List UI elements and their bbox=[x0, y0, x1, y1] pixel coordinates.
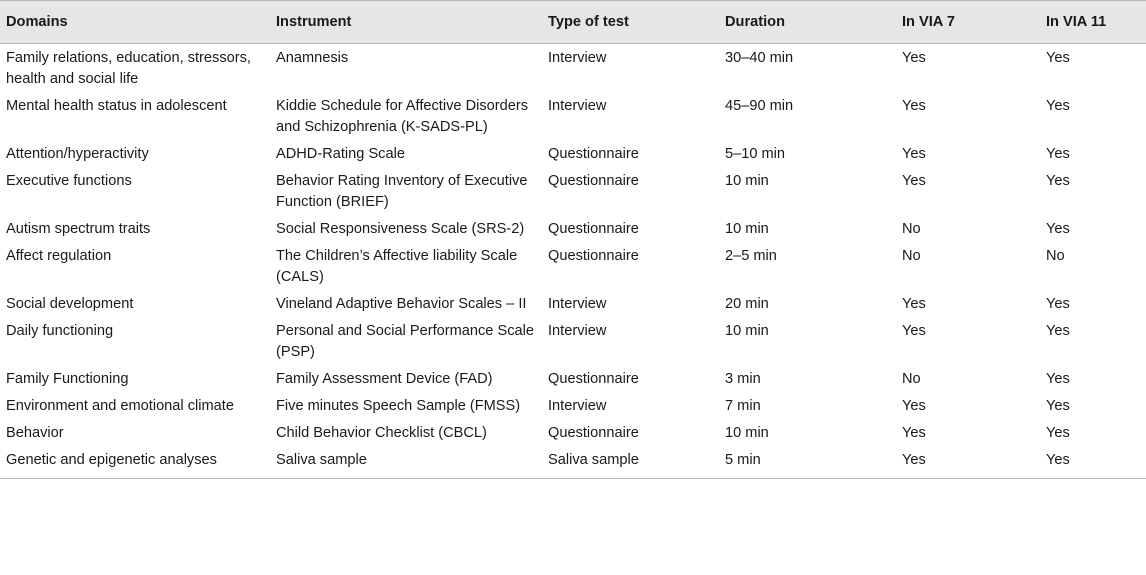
cell-duration: 3 min bbox=[725, 371, 761, 387]
cell-via7: No bbox=[902, 371, 921, 387]
cell-via11: Yes bbox=[1046, 371, 1070, 387]
cell-via7: No bbox=[902, 221, 921, 237]
cell-type: Questionnaire bbox=[548, 371, 639, 387]
cell-instrument: ADHD-Rating Scale bbox=[276, 146, 405, 162]
table-row bbox=[0, 446, 1146, 479]
cell-via11: Yes bbox=[1046, 146, 1070, 162]
table-row bbox=[0, 392, 1146, 419]
cell-domain: Affect regulation bbox=[6, 248, 112, 264]
cell-instrument: Social Responsiveness Scale (SRS-2) bbox=[276, 221, 525, 237]
header-domains: Domains bbox=[6, 13, 68, 30]
cell-domain: Genetic and epigenetic analyses bbox=[6, 452, 217, 468]
cell-instrument: Saliva sample bbox=[276, 452, 367, 468]
cell-via11: No bbox=[1046, 248, 1065, 264]
cell-domain: Attention/hyperactivity bbox=[6, 146, 149, 162]
table-header bbox=[0, 1, 1146, 44]
cell-type: Questionnaire bbox=[548, 173, 639, 189]
table-row bbox=[0, 167, 1146, 215]
cell-via11: Yes bbox=[1046, 221, 1070, 237]
cell-via7: Yes bbox=[902, 425, 926, 441]
cell-type: Questionnaire bbox=[548, 221, 639, 237]
cell-instrument: Five minutes Speech Sample (FMSS) bbox=[276, 398, 521, 414]
cell-type: Questionnaire bbox=[548, 248, 639, 264]
table-row bbox=[0, 242, 1146, 290]
header-row bbox=[0, 1, 1146, 44]
cell-instrument: Child Behavior Checklist (CBCL) bbox=[276, 425, 487, 441]
header-in-via-7: In VIA 7 bbox=[902, 13, 955, 30]
table-row bbox=[0, 215, 1146, 242]
cell-domain: Environment and emotional climate bbox=[6, 398, 234, 414]
cell-via7: Yes bbox=[902, 296, 926, 312]
table-row bbox=[0, 317, 1146, 365]
cell-instrument: Anamnesis bbox=[276, 50, 349, 66]
table-body bbox=[0, 44, 1146, 479]
table-row bbox=[0, 140, 1146, 167]
cell-via11: Yes bbox=[1046, 98, 1070, 114]
cell-via11: Yes bbox=[1046, 425, 1070, 441]
cell-type: Questionnaire bbox=[548, 425, 639, 441]
cell-domain: Family relations, education, stressors, health and social life bbox=[6, 50, 251, 87]
cell-duration: 10 min bbox=[725, 221, 769, 237]
cell-duration: 30–40 min bbox=[725, 50, 794, 66]
cell-via11: Yes bbox=[1046, 50, 1070, 66]
cell-duration: 45–90 min bbox=[725, 98, 794, 114]
header-duration: Duration bbox=[725, 13, 785, 30]
cell-instrument: Vineland Adaptive Behavior Scales – II bbox=[276, 296, 527, 312]
table-row bbox=[0, 44, 1146, 93]
cell-domain: Social development bbox=[6, 296, 134, 312]
table-row bbox=[0, 365, 1146, 392]
table-row bbox=[0, 290, 1146, 317]
cell-type: Interview bbox=[548, 50, 607, 66]
cell-via11: Yes bbox=[1046, 296, 1070, 312]
cell-domain: Mental health status in adolescent bbox=[6, 98, 227, 114]
cell-via7: Yes bbox=[902, 146, 926, 162]
cell-instrument: Kiddie Schedule for Affective Disorders and Schizophrenia (K-SADS-PL) bbox=[276, 98, 529, 135]
cell-instrument: Behavior Rating Inventory of Executive Function (BRIEF) bbox=[276, 173, 528, 210]
cell-type: Questionnaire bbox=[548, 146, 639, 162]
cell-via7: Yes bbox=[902, 323, 926, 339]
cell-domain: Family Functioning bbox=[6, 371, 129, 387]
cell-via7: Yes bbox=[902, 98, 926, 114]
cell-type: Saliva sample bbox=[548, 452, 639, 468]
cell-via11: Yes bbox=[1046, 452, 1070, 468]
cell-domain: Executive functions bbox=[6, 173, 132, 189]
cell-via7: Yes bbox=[902, 452, 926, 468]
header-type-of-test: Type of test bbox=[548, 13, 629, 30]
cell-domain: Daily functioning bbox=[6, 323, 114, 339]
cell-type: Interview bbox=[548, 98, 607, 114]
cell-duration: 10 min bbox=[725, 425, 769, 441]
cell-via7: Yes bbox=[902, 50, 926, 66]
cell-via7: Yes bbox=[902, 173, 926, 189]
header-in-via-11: In VIA 11 bbox=[1046, 13, 1107, 30]
cell-instrument: The Children’s Affective liability Scale (CALS) bbox=[276, 248, 518, 285]
cell-instrument: Family Assessment Device (FAD) bbox=[276, 371, 493, 387]
cell-type: Interview bbox=[548, 296, 607, 312]
table-row bbox=[0, 92, 1146, 140]
cell-type: Interview bbox=[548, 323, 607, 339]
cell-via7: No bbox=[902, 248, 921, 264]
table-row bbox=[0, 419, 1146, 446]
header-instrument: Instrument bbox=[276, 13, 352, 30]
cell-via11: Yes bbox=[1046, 398, 1070, 414]
cell-via11: Yes bbox=[1046, 323, 1070, 339]
cell-type: Interview bbox=[548, 398, 607, 414]
cell-duration: 20 min bbox=[725, 296, 769, 312]
cell-duration: 2–5 min bbox=[725, 248, 777, 264]
cell-duration: 10 min bbox=[725, 323, 769, 339]
cell-duration: 7 min bbox=[725, 398, 761, 414]
cell-via11: Yes bbox=[1046, 173, 1070, 189]
cell-instrument: Personal and Social Performance Scale (PSP) bbox=[276, 323, 534, 360]
cell-duration: 5–10 min bbox=[725, 146, 786, 162]
cell-domain: Autism spectrum traits bbox=[6, 221, 151, 237]
cell-domain: Behavior bbox=[6, 425, 64, 441]
cell-duration: 10 min bbox=[725, 173, 769, 189]
cell-via7: Yes bbox=[902, 398, 926, 414]
cell-duration: 5 min bbox=[725, 452, 761, 468]
